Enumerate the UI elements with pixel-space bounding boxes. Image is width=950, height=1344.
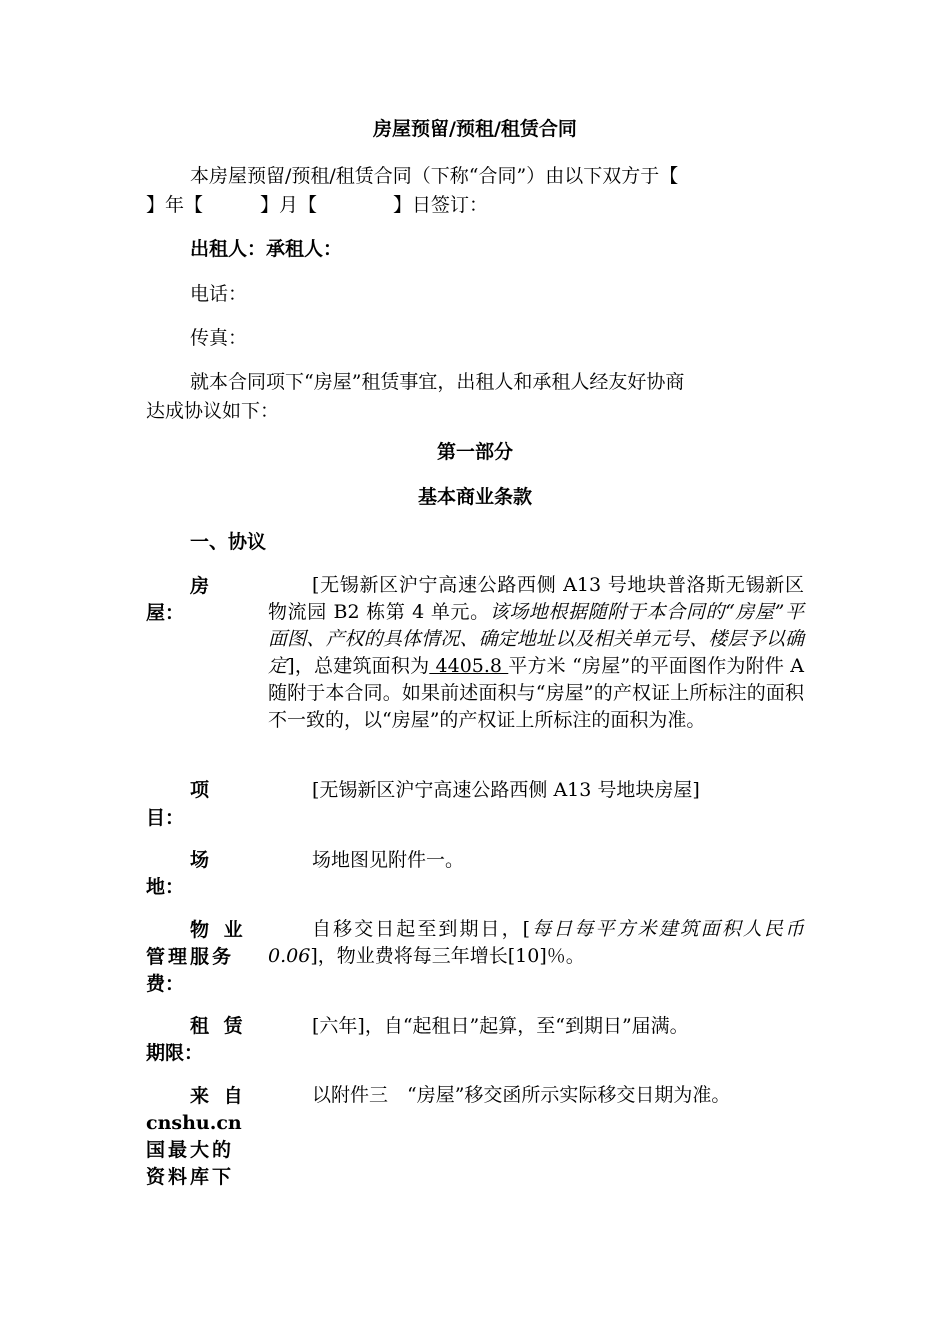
part-heading: 第一部分 — [436, 441, 513, 463]
term-value-lease: [六年]，自“起租日”起算，至“到期日”届满。 — [312, 1015, 689, 1037]
section-heading: 一、协议 — [190, 531, 267, 553]
agreement-line-1: 就本合同项下“房屋”租赁事宜，出租人和承租人经友好协商 — [190, 371, 685, 393]
fee-text-italic: 每日每平方米建筑面积人民币 0.06 — [268, 918, 804, 967]
fax-line: 传真： — [190, 327, 248, 349]
fee-text-1: 自移交日起至到期日，[ — [312, 918, 531, 940]
term-label-site-2: 地： — [146, 876, 185, 898]
house-text-3: 平方米 “房屋”的平面图作为附件 A 随附于本合同。如果前述面积与“房屋”的产权证上所标注的面积不一致的，以“房屋”的产权证上所标注的面积为准。 — [268, 655, 804, 731]
term-label-handover-2: cnshu.cn — [146, 1112, 242, 1134]
term-label-lease-2: 期限： — [146, 1042, 204, 1064]
handover-text: 以附件三 “房屋”移交函所示实际移交日期为准。 — [312, 1084, 731, 1106]
intro-line-1: 本房屋预留/预租/租赁合同（下称“合同”）由以下双方于【 — [190, 165, 679, 187]
term-label-house-2: 屋： — [146, 602, 185, 624]
term-label-fee-3: 费： — [146, 973, 185, 995]
term-label-house-1: 房 — [190, 575, 210, 597]
term-label-handover-1: 来 自 — [190, 1085, 243, 1107]
term-value-house — [268, 572, 804, 734]
phone-line: 电话： — [190, 283, 248, 305]
term-label-project-1: 项 — [190, 779, 210, 801]
term-label-lease-1: 租 赁 — [190, 1015, 243, 1037]
term-label-handover-3: 国最大的 — [146, 1139, 235, 1161]
term-label-site-1: 场 — [190, 849, 210, 871]
agreement-line-2: 达成协议如下： — [146, 400, 280, 422]
term-value-fee — [268, 916, 804, 970]
part-subheading: 基本商业条款 — [417, 486, 532, 508]
house-text-2: ]，总建筑面积为 — [287, 655, 430, 677]
term-value-project: [无锡新区沪宁高速公路西侧 A13 号地块房屋] — [312, 779, 700, 801]
term-label-project-2: 目： — [146, 807, 185, 829]
term-label-handover-4: 资料库下 — [146, 1166, 235, 1188]
term-value-handover — [268, 1082, 804, 1109]
fee-text-2: ]，物业费将每三年增长[10]％。 — [310, 945, 585, 967]
house-text-1: [无锡新区沪宁高速公路西侧 A13 号地块普洛斯无锡新区物流园 B2 栋第 4 单元。 — [268, 574, 804, 623]
house-text-italic: 该场地根据随附于本合同的“房屋”平面图、产权的具体情况、确定地址以及相关单元号、楼层予以确定 — [268, 601, 804, 677]
term-value-site: 场地图见附件一。 — [312, 849, 465, 871]
term-label-fee-1: 物 业 — [190, 919, 243, 941]
term-label-fee-2: 管理服务 — [146, 946, 235, 968]
parties-line: 出租人：承租人： — [190, 238, 343, 260]
intro-line-2: 】年【 】月【 】日签订： — [146, 194, 489, 216]
document-title: 房屋预留/预租/租赁合同 — [373, 118, 577, 140]
house-area-value: 4405.8 — [429, 655, 509, 677]
